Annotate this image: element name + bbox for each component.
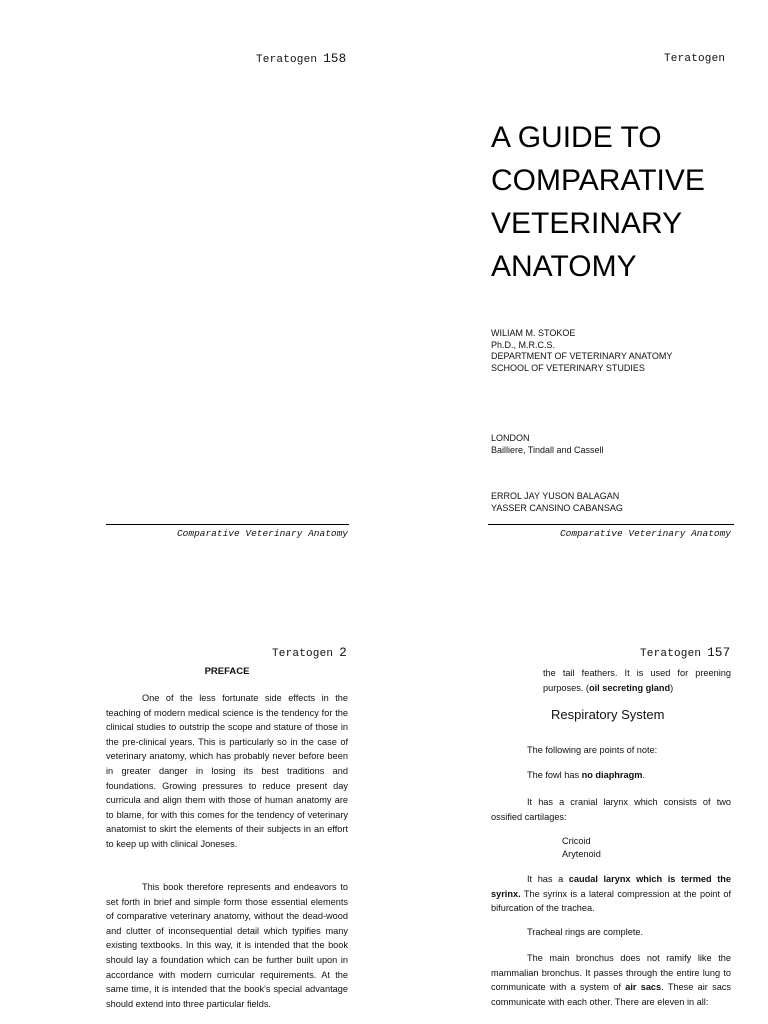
page-number: 157 bbox=[707, 646, 731, 660]
intro-line: The following are points of note: bbox=[527, 745, 658, 755]
point-text: It has a cranial larynx which consists of two ossified cartilages: bbox=[491, 797, 731, 822]
contributors-block bbox=[491, 491, 623, 514]
footer-rule-left bbox=[106, 524, 349, 525]
contributor-name: ERROL JAY YUSON BALAGAN bbox=[491, 491, 620, 501]
cartilage-list bbox=[562, 835, 601, 861]
point-diaphragm bbox=[527, 769, 645, 782]
footer-top-right: Comparative Veterinary Anatomy bbox=[559, 528, 731, 539]
publisher-block bbox=[491, 433, 604, 456]
preface-paragraph-2 bbox=[106, 880, 348, 1011]
page-number: 158 bbox=[323, 52, 347, 66]
continued-text-end: ) bbox=[670, 682, 674, 693]
publisher-name: Bailliere, Tindall and Cassell bbox=[491, 444, 604, 455]
author-name: WILIAM M. STOKOE bbox=[491, 328, 576, 338]
footer-rule-right bbox=[488, 524, 734, 525]
point-text: The syrinx is a lateral compression at the point of bifurcation of the trachea. bbox=[491, 888, 731, 914]
point-text: The main bronchus does not ramify like the mammalian bronchus. It passes through the entire lung to communicate with a system of bbox=[491, 953, 731, 993]
point-text: It has a bbox=[527, 874, 569, 884]
point-text: . bbox=[642, 770, 645, 780]
continued-text-bold: oil secreting gland bbox=[588, 682, 671, 693]
author-school: SCHOOL OF VETERINARY STUDIES bbox=[491, 362, 645, 373]
point-cranial-larynx bbox=[491, 795, 731, 824]
point-syrinx bbox=[491, 872, 731, 916]
running-head-title: Teratogen bbox=[256, 54, 318, 66]
running-head-bottom-left bbox=[272, 646, 347, 660]
footer-top-left: Comparative Veterinary Anatomy bbox=[176, 528, 348, 539]
preface-text: This book therefore represents and endeavors to set forth in brief and simple form those essential elements of comparative veterinary anatomy, without the dead-wood and clutter of inconsequential detail which typifies many existing textbooks. In this way, it is intended that the book should lay a foundation which can be further built upon in accordance with modern curricular requirements. At the same time, it is intended that the book's special advantage should extend into three particular fields. bbox=[106, 882, 348, 1009]
continued-text-body: the tail feathers. It is used for preening purposes. ( bbox=[543, 668, 731, 693]
continued-text bbox=[543, 666, 731, 695]
point-text: . These air sacs communicate with each other. There are eleven in all: bbox=[491, 982, 731, 1007]
cartilage-item: Arytenoid bbox=[562, 849, 601, 859]
point-tracheal-rings: Tracheal rings are complete. bbox=[527, 927, 644, 937]
point-bold: caudal larynx which is termed the syrinx. bbox=[491, 874, 731, 899]
running-head-top-right: Teratogen bbox=[664, 53, 726, 65]
cartilage-item: Cricoid bbox=[562, 836, 591, 846]
contributor-name: YASSER CANSINO CABANSAG bbox=[491, 502, 623, 513]
author-degrees: Ph.D., M.R.C.S. bbox=[491, 339, 556, 350]
point-bold: no diaphragm bbox=[581, 770, 643, 780]
point-text: The fowl has bbox=[527, 770, 582, 780]
running-head-bottom-right bbox=[640, 646, 730, 660]
preface-text: One of the less fortunate side effects in the teaching of modern medical science is the tendency for the clinical studies to outstrip the scope and stature of those in the pre-clinical years. This is particularly so in the case of veterinary anatomy, which has probably never before been in greater danger in losing its best traditions and foundations. Growing pressures to reduce present day curricula and align them with those of human anatomy are to blame, for with this comes for the tendency of veterinary anatomist to skirt the elements of their subjects in an effort to keep up with clinical Joneses. bbox=[106, 693, 348, 849]
running-head-title: Teratogen bbox=[640, 648, 702, 660]
author-block bbox=[491, 328, 672, 374]
title-line: COMPARATIVE bbox=[491, 164, 705, 197]
title-line: VETERINARY bbox=[491, 207, 683, 240]
title-line: A GUIDE TO bbox=[491, 121, 662, 154]
preface-paragraph-1 bbox=[106, 691, 348, 852]
running-head-title: Teratogen bbox=[272, 648, 334, 660]
book-title bbox=[491, 116, 705, 288]
page-number: 2 bbox=[339, 646, 347, 660]
section-heading: Respiratory System bbox=[551, 707, 665, 722]
point-bronchus bbox=[491, 951, 731, 1009]
title-line: ANATOMY bbox=[491, 250, 637, 283]
preface-heading: PREFACE bbox=[204, 666, 250, 677]
author-department: DEPARTMENT OF VETERINARY ANATOMY bbox=[491, 351, 673, 361]
point-bold: air sacs bbox=[625, 982, 662, 993]
running-head-top-left bbox=[256, 52, 346, 66]
publisher-city: LONDON bbox=[491, 433, 530, 443]
